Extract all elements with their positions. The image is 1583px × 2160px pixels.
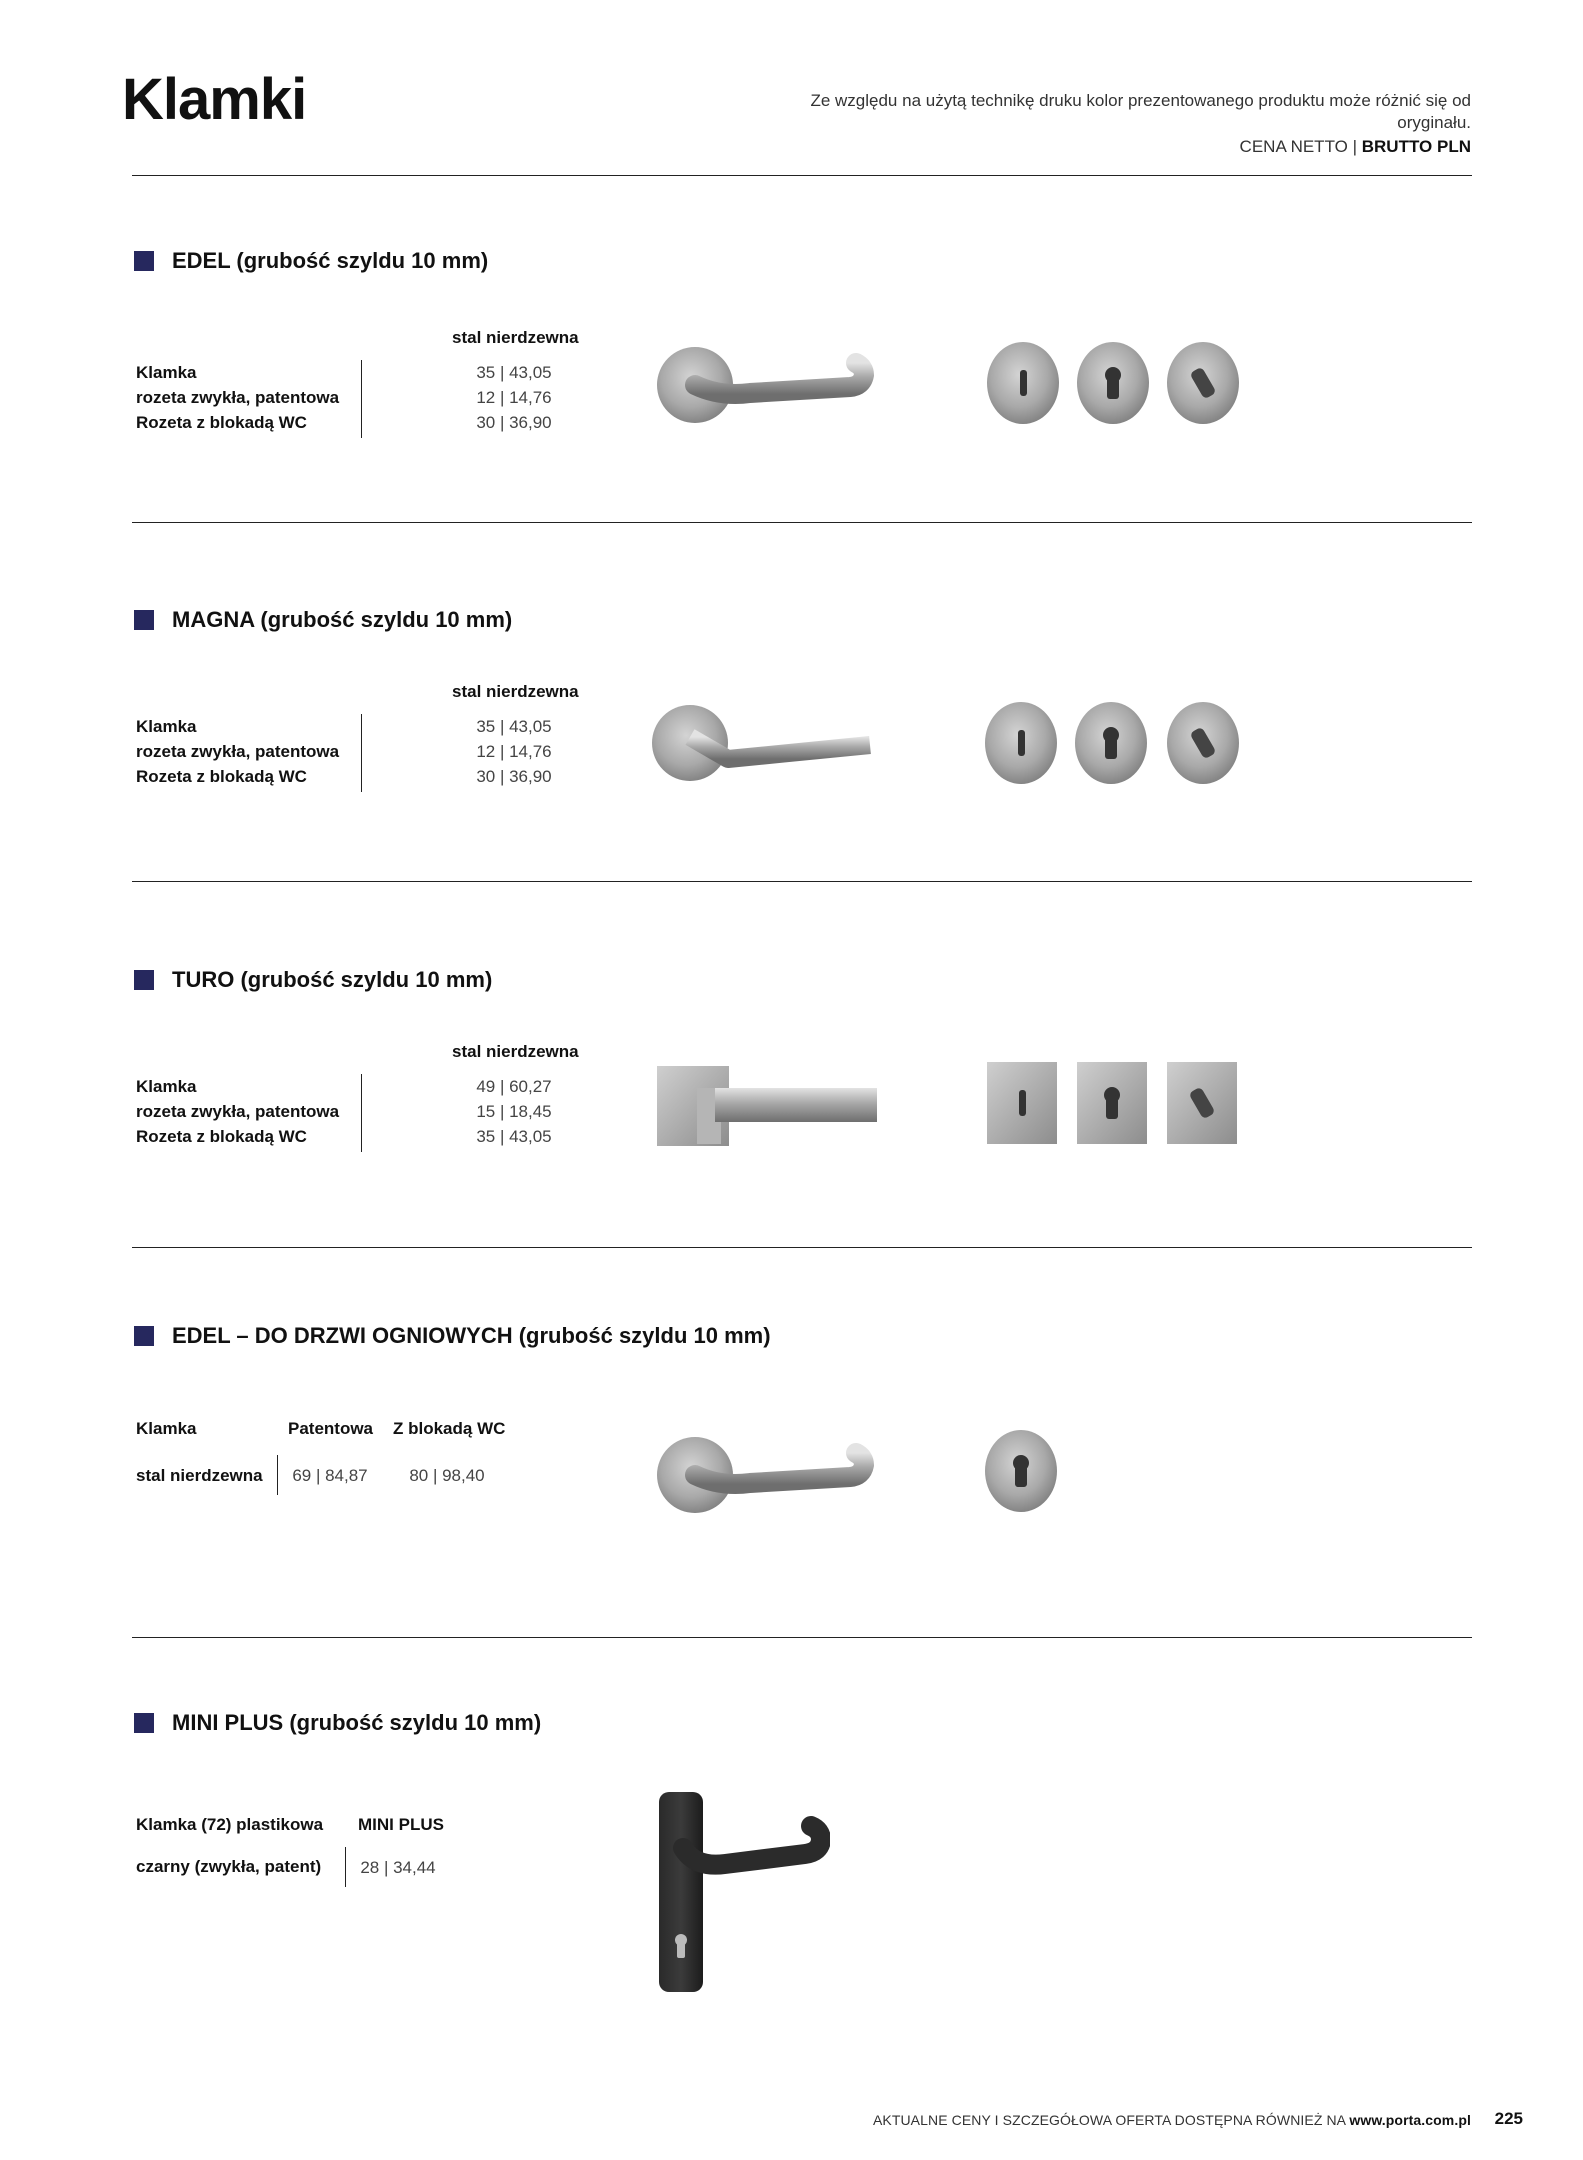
column-label: Klamka (72) plastikowa [136,1815,324,1834]
price-mini-plus: 28 | 34,44 [360,1858,436,1877]
item-labels [136,360,339,435]
page-number: 225 [1494,2109,1523,2128]
item-price: 35 | 43,05 [476,1127,552,1146]
mini-plus-handle-image [655,1790,830,1995]
item-label: Klamka [136,717,197,736]
section-marker [134,1713,154,1733]
item-price: 49 | 60,27 [476,1077,552,1096]
item-prices [454,360,574,435]
section-marker [134,610,154,630]
footer-text: AKTUALNE CENY I SZCZEGÓŁOWA OFERTA DOSTĘPNA RÓWNIEŻ NA [872,2112,1350,2128]
item-price: 35 | 43,05 [476,717,552,736]
item-price: 12 | 14,76 [476,742,552,761]
price-patentowa: 69 | 84,87 [292,1466,368,1485]
item-label: Rozeta z blokadą WC [136,1127,307,1146]
divider [132,881,1472,882]
item-label: rozeta zwykła, patentowa [136,1102,340,1121]
section-marker [134,1326,154,1346]
item-label: rozeta zwykła, patentowa [136,388,340,407]
price-header-netto: CENA NETTO [1239,137,1348,156]
column-separator [361,1074,362,1152]
item-prices [454,714,574,789]
item-label: rozeta zwykła, patentowa [136,742,340,761]
edel-rosettes-image [985,340,1245,426]
item-price: 30 | 36,90 [476,413,552,432]
edel-fire-rosette-image [983,1428,1059,1514]
material-header: stal nierdzewna [452,682,579,701]
turo-handle-image [655,1062,880,1150]
section-title-turo [134,967,492,993]
row-label: czarny (zwykła, patent) [136,1857,322,1876]
section-title-mini-plus [134,1710,541,1736]
edel-handle-image [650,335,880,435]
footer-note [873,2112,1471,2128]
column-separator [361,714,362,792]
item-label: Klamka [136,1077,197,1096]
magna-rosettes-image [983,700,1245,786]
column-header-mini-plus: MINI PLUS [358,1815,444,1834]
item-price: 15 | 18,45 [476,1102,552,1121]
item-prices [454,1074,574,1149]
column-separator [361,360,362,438]
item-labels [136,1074,339,1149]
section-title-edel [134,248,488,274]
column-header-patentowa: Patentowa [288,1419,374,1438]
turo-rosettes-image [985,1058,1240,1148]
magna-handle-image [648,697,880,792]
row-label: stal nierdzewna [136,1466,263,1485]
edel-fire-handle-image [650,1425,880,1525]
section-title-magna [134,607,512,633]
column-header-wc: Z blokadą WC [393,1419,506,1438]
section-title-text: EDEL (grubość szyldu 10 mm) [172,248,489,273]
page-title: Klamki [122,67,307,132]
price-header [1240,137,1471,157]
divider [132,522,1472,523]
item-label: Rozeta z blokadą WC [136,767,307,786]
print-disclaimer: Ze względu na użytą technikę druku kolor prezentowanego produktu może różnić się od oryginału. [810,91,1471,132]
item-label: Rozeta z blokadą WC [136,413,307,432]
footer-url[interactable]: www.porta.com.pl [1349,2112,1471,2128]
price-header-separator: | [1347,137,1362,156]
section-marker [134,251,154,271]
section-title-edel-fire [134,1323,771,1349]
material-header: stal nierdzewna [452,328,579,347]
section-title-text: EDEL – DO DRZWI OGNIOWYCH (grubość szyldu 10 mm) [172,1323,771,1348]
section-title-text: MAGNA (grubość szyldu 10 mm) [172,607,513,632]
section-title-text: TURO (grubość szyldu 10 mm) [172,967,493,992]
price-header-brutto: BRUTTO PLN [1361,137,1471,156]
divider [132,1247,1472,1248]
divider [132,175,1472,176]
material-header: stal nierdzewna [452,1042,579,1061]
divider [132,1637,1472,1638]
item-labels [136,714,339,789]
price-wc: 80 | 98,40 [409,1466,485,1485]
item-price: 30 | 36,90 [476,767,552,786]
section-title-text: MINI PLUS (grubość szyldu 10 mm) [172,1710,542,1735]
item-price: 35 | 43,05 [476,363,552,382]
section-marker [134,970,154,990]
item-label: Klamka [136,363,197,382]
column-label: Klamka [136,1419,197,1438]
item-price: 12 | 14,76 [476,388,552,407]
